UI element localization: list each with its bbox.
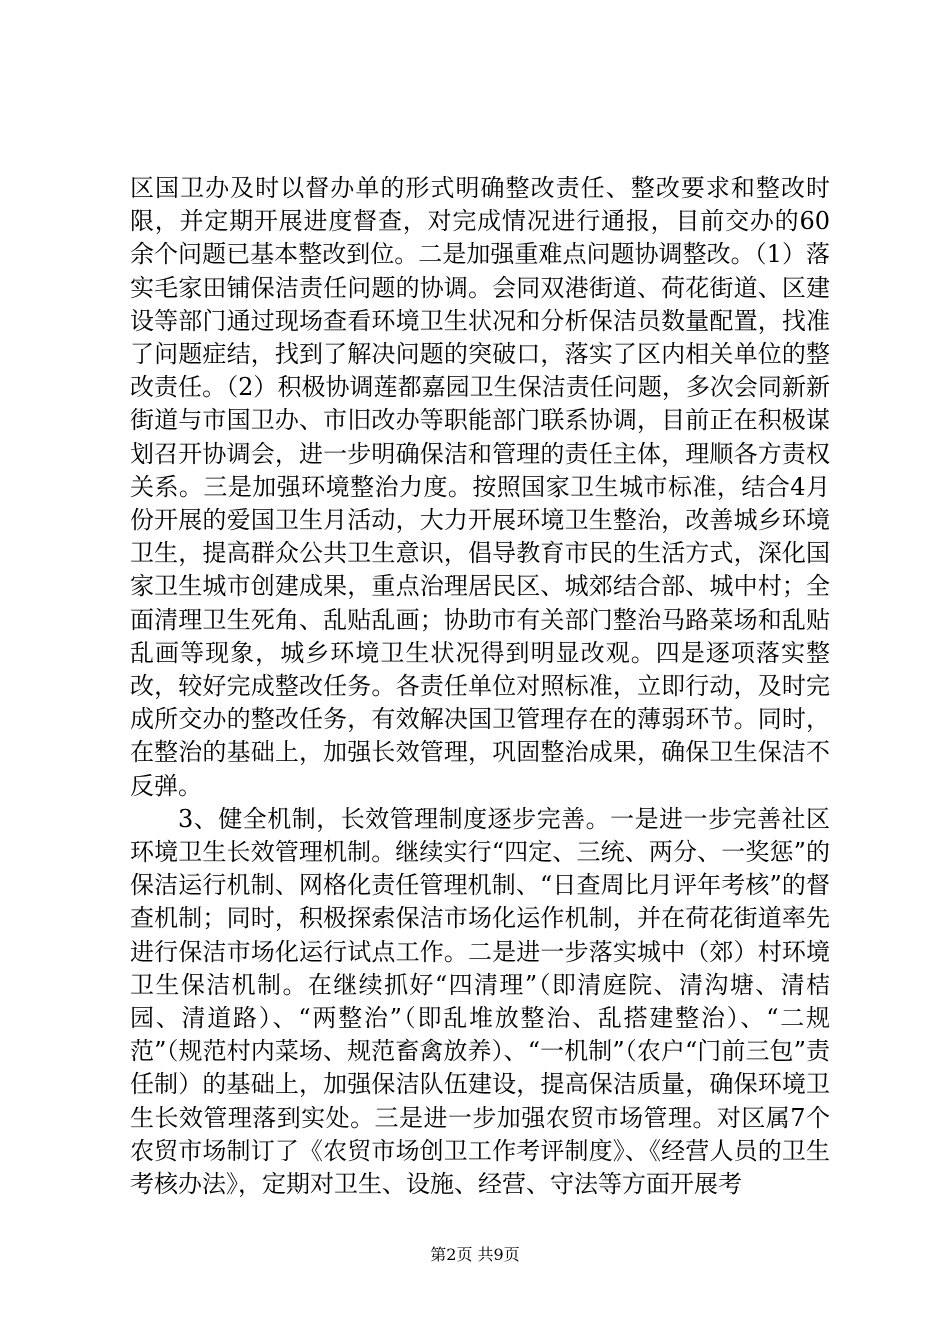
page-number-footer: 第2页 共9页: [430, 1245, 520, 1264]
paragraph-continuation: 区国卫办及时以督办单的形式明确整改责任、整改要求和整改时限，并定期开展进度督查，对完成情况进行通报，目前交办的60余个问题已基本整改到位。二是加强重难点问题协调整改。（1）落实毛家田铺保洁责任问题的协调。会同双港街道、荷花街道、区建设等部门通过现场查看环境卫生状况和分析保洁员数量配置，找准了问题症结，找到了解决问题的突破口，落实了区内相关单位的整改责任。（2）积极协调莲都嘉园卫生保洁责任问题，多次会同新新街道与市国卫办、市旧改办等职能部门联系协调，目前正在积极谋划召开协调会，进一步明确保洁和管理的责任主体，理顺各方责权关系。三是加强环境整治力度。按照国家卫生城市标准，结合4月份开展的爱国卫生月活动，大力开展环境卫生整治，改善城乡环境卫生，提高群众公共卫生意识，倡导教育市民的生活方式，深化国家卫生城市创建成果，重点治理居民区、城郊结合部、城中村；全面清理卫生死角、乱贴乱画；协助市有关部门整治马路菜场和乱贴乱画等现象，城乡环境卫生状况得到明显改观。四是逐项落实整改，较好完成整改任务。各责任单位对照标准，立即行动，及时完成所交办的整改任务，有效解决国卫管理存在的薄弱环节。同时，在整治的基础上，加强长效管理，巩固整治成果，确保卫生保洁不反弹。: [130, 174, 830, 800]
paragraph-mechanism: 3、健全机制，长效管理制度逐步完善。一是进一步完善社区环境卫生长效管理机制。继续实行“四定、三统、两分、一奖惩”的保洁运行机制、网格化责任管理机制、“日查周比月评年考核”的督查机制；同时，积极探索保洁市场化运作机制，并在荷花街道率先进行保洁市场化运行试点工作。二是进一步落实城中（郊）村环境卫生保洁机制。在继续抓好“四清理”（即清庭院、清沟塘、清桔园、清道路）、“两整治”（即乱堆放整治、乱搭建整治）、“二规范”（规范村内菜场、规范畜禽放养）、“一机制”（农户“门前三包”责任制）的基础上，加强保洁队伍建设，提高保洁质量，确保环境卫生长效管理落到实处。三是进一步加强农贸市场管理。对区属7个农贸市场制订了《农贸市场创卫工作考评制度》、《经营人员的卫生考核办法》，定期对卫生、设施、经营、守法等方面开展考: [130, 804, 830, 1199]
document-body: [130, 172, 830, 1201]
